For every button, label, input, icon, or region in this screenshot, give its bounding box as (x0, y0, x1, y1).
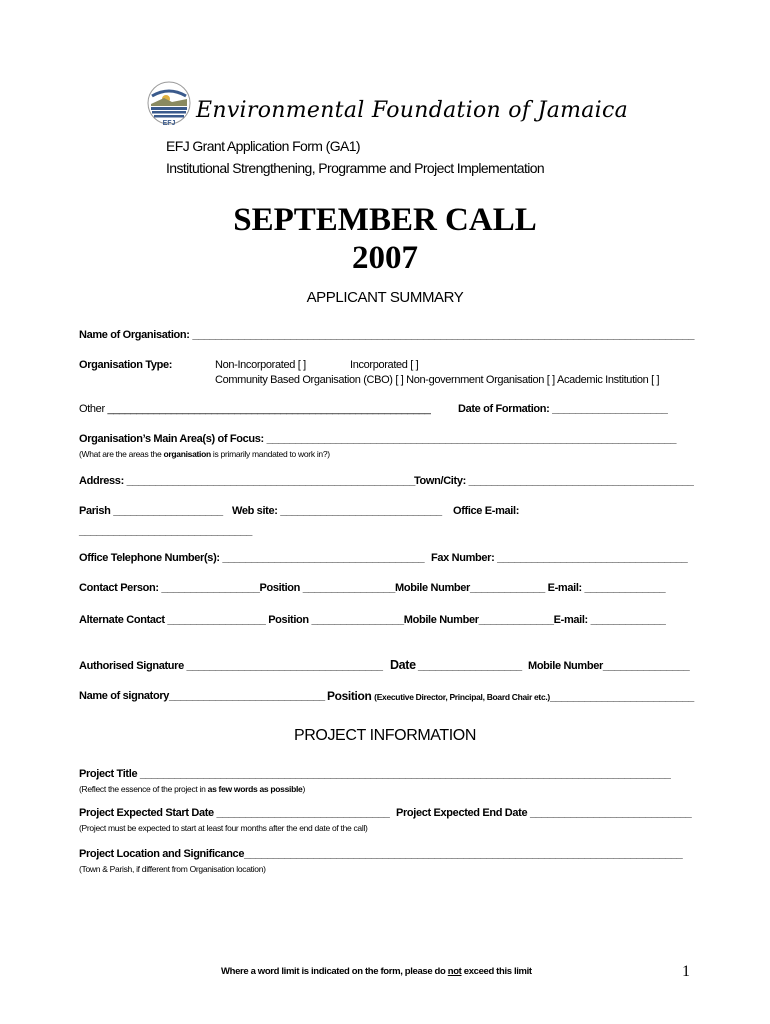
office-email-field[interactable]: ______________________________ (79, 525, 253, 537)
form-name: EFJ Grant Application Form (GA1) (166, 138, 360, 154)
office-telephone-field[interactable]: Office Telephone Number(s): ___________________________________ (79, 552, 425, 564)
contact-person-row[interactable]: Contact Person: _________________Position ________________Mobile Number_____________ E-mail: ______________ (79, 582, 666, 594)
svg-text:EFJ: EFJ (162, 120, 176, 126)
position-label: Position (Executive Director, Principal, Board Chair etc.)_________________________ (327, 689, 694, 703)
alternate-contact-row[interactable]: Alternate Contact _________________ Position ________________Mobile Number_____________E-mail: _____________ (79, 614, 666, 626)
non-incorporated-checkbox[interactable]: Non-Incorporated [ ] (215, 359, 306, 371)
footer-note: Where a word limit is indicated on the form, please do not exceed this limit (221, 966, 532, 977)
address-field[interactable]: Address: __________________________________________________ (79, 475, 415, 487)
other-field[interactable]: Other ________________________________________________________ (79, 403, 431, 415)
main-areas-field[interactable]: Organisation’s Main Area(s) of Focus: _______________________________________________________________________ (79, 433, 677, 445)
efj-logo (146, 80, 192, 126)
project-information-heading: PROJECT INFORMATION (293, 727, 477, 744)
page-number: 1 (682, 963, 690, 980)
form-subtitle: Institutional Strengthening, Programme and Project Implementation (166, 160, 545, 176)
start-date-note: (Project must be expected to start at least four months after the end date of the call) (79, 823, 368, 833)
name-of-organisation-field[interactable]: Name of Organisation: _______________________________________________________________________________________ (79, 329, 695, 341)
org-name: Environmental Foundation of Jamaica (196, 98, 629, 123)
organisation-type-options[interactable]: Community Based Organisation (CBO) [ ] Non-government Organisation [ ] Academic Institution [ ] (215, 374, 660, 386)
parish-field[interactable]: Parish ___________________ (79, 505, 223, 517)
date-field[interactable]: __________________ (418, 660, 522, 672)
main-areas-note: (What are the areas the organisation is primarily mandated to work in?) (79, 449, 330, 459)
authorised-signature-field[interactable]: Authorised Signature __________________________________ (79, 660, 383, 672)
applicant-summary-heading: APPLICANT SUMMARY (306, 289, 464, 306)
name-of-signatory-field[interactable]: Name of signatory___________________________ (79, 690, 325, 702)
project-title-note: (Reflect the essence of the project in as few words as possible) (79, 784, 306, 794)
start-date-field[interactable]: Project Expected Start Date ______________________________ (79, 807, 390, 819)
incorporated-checkbox[interactable]: Incorporated [ ] (350, 359, 419, 371)
date-label: Date (390, 658, 416, 672)
end-date-field[interactable]: Project Expected End Date ____________________________ (396, 807, 692, 819)
town-city-field[interactable]: Town/City: _______________________________________ (414, 475, 694, 487)
website-field[interactable]: Web site: ____________________________ (232, 505, 442, 517)
office-email-label: Office E-mail: (453, 505, 520, 517)
project-title-field[interactable]: Project Title ____________________________________________________________________________________________ (79, 768, 671, 780)
project-location-note: (Town & Parish, if different from Organisation location) (79, 864, 266, 874)
fax-number-field[interactable]: Fax Number: _________________________________ (431, 552, 688, 564)
efj-logo-emblem-icon (146, 80, 192, 126)
call-title-line1: SEPTEMBER CALL (233, 202, 537, 238)
mobile-number-field[interactable]: Mobile Number_______________ (528, 660, 690, 672)
project-location-field[interactable]: Project Location and Significance____________________________________________________________________________ (79, 848, 683, 860)
date-of-formation-field[interactable]: Date of Formation: ____________________ (458, 403, 668, 415)
organisation-type-label: Organisation Type: (79, 359, 173, 371)
call-title-line2: 2007 (352, 240, 418, 276)
